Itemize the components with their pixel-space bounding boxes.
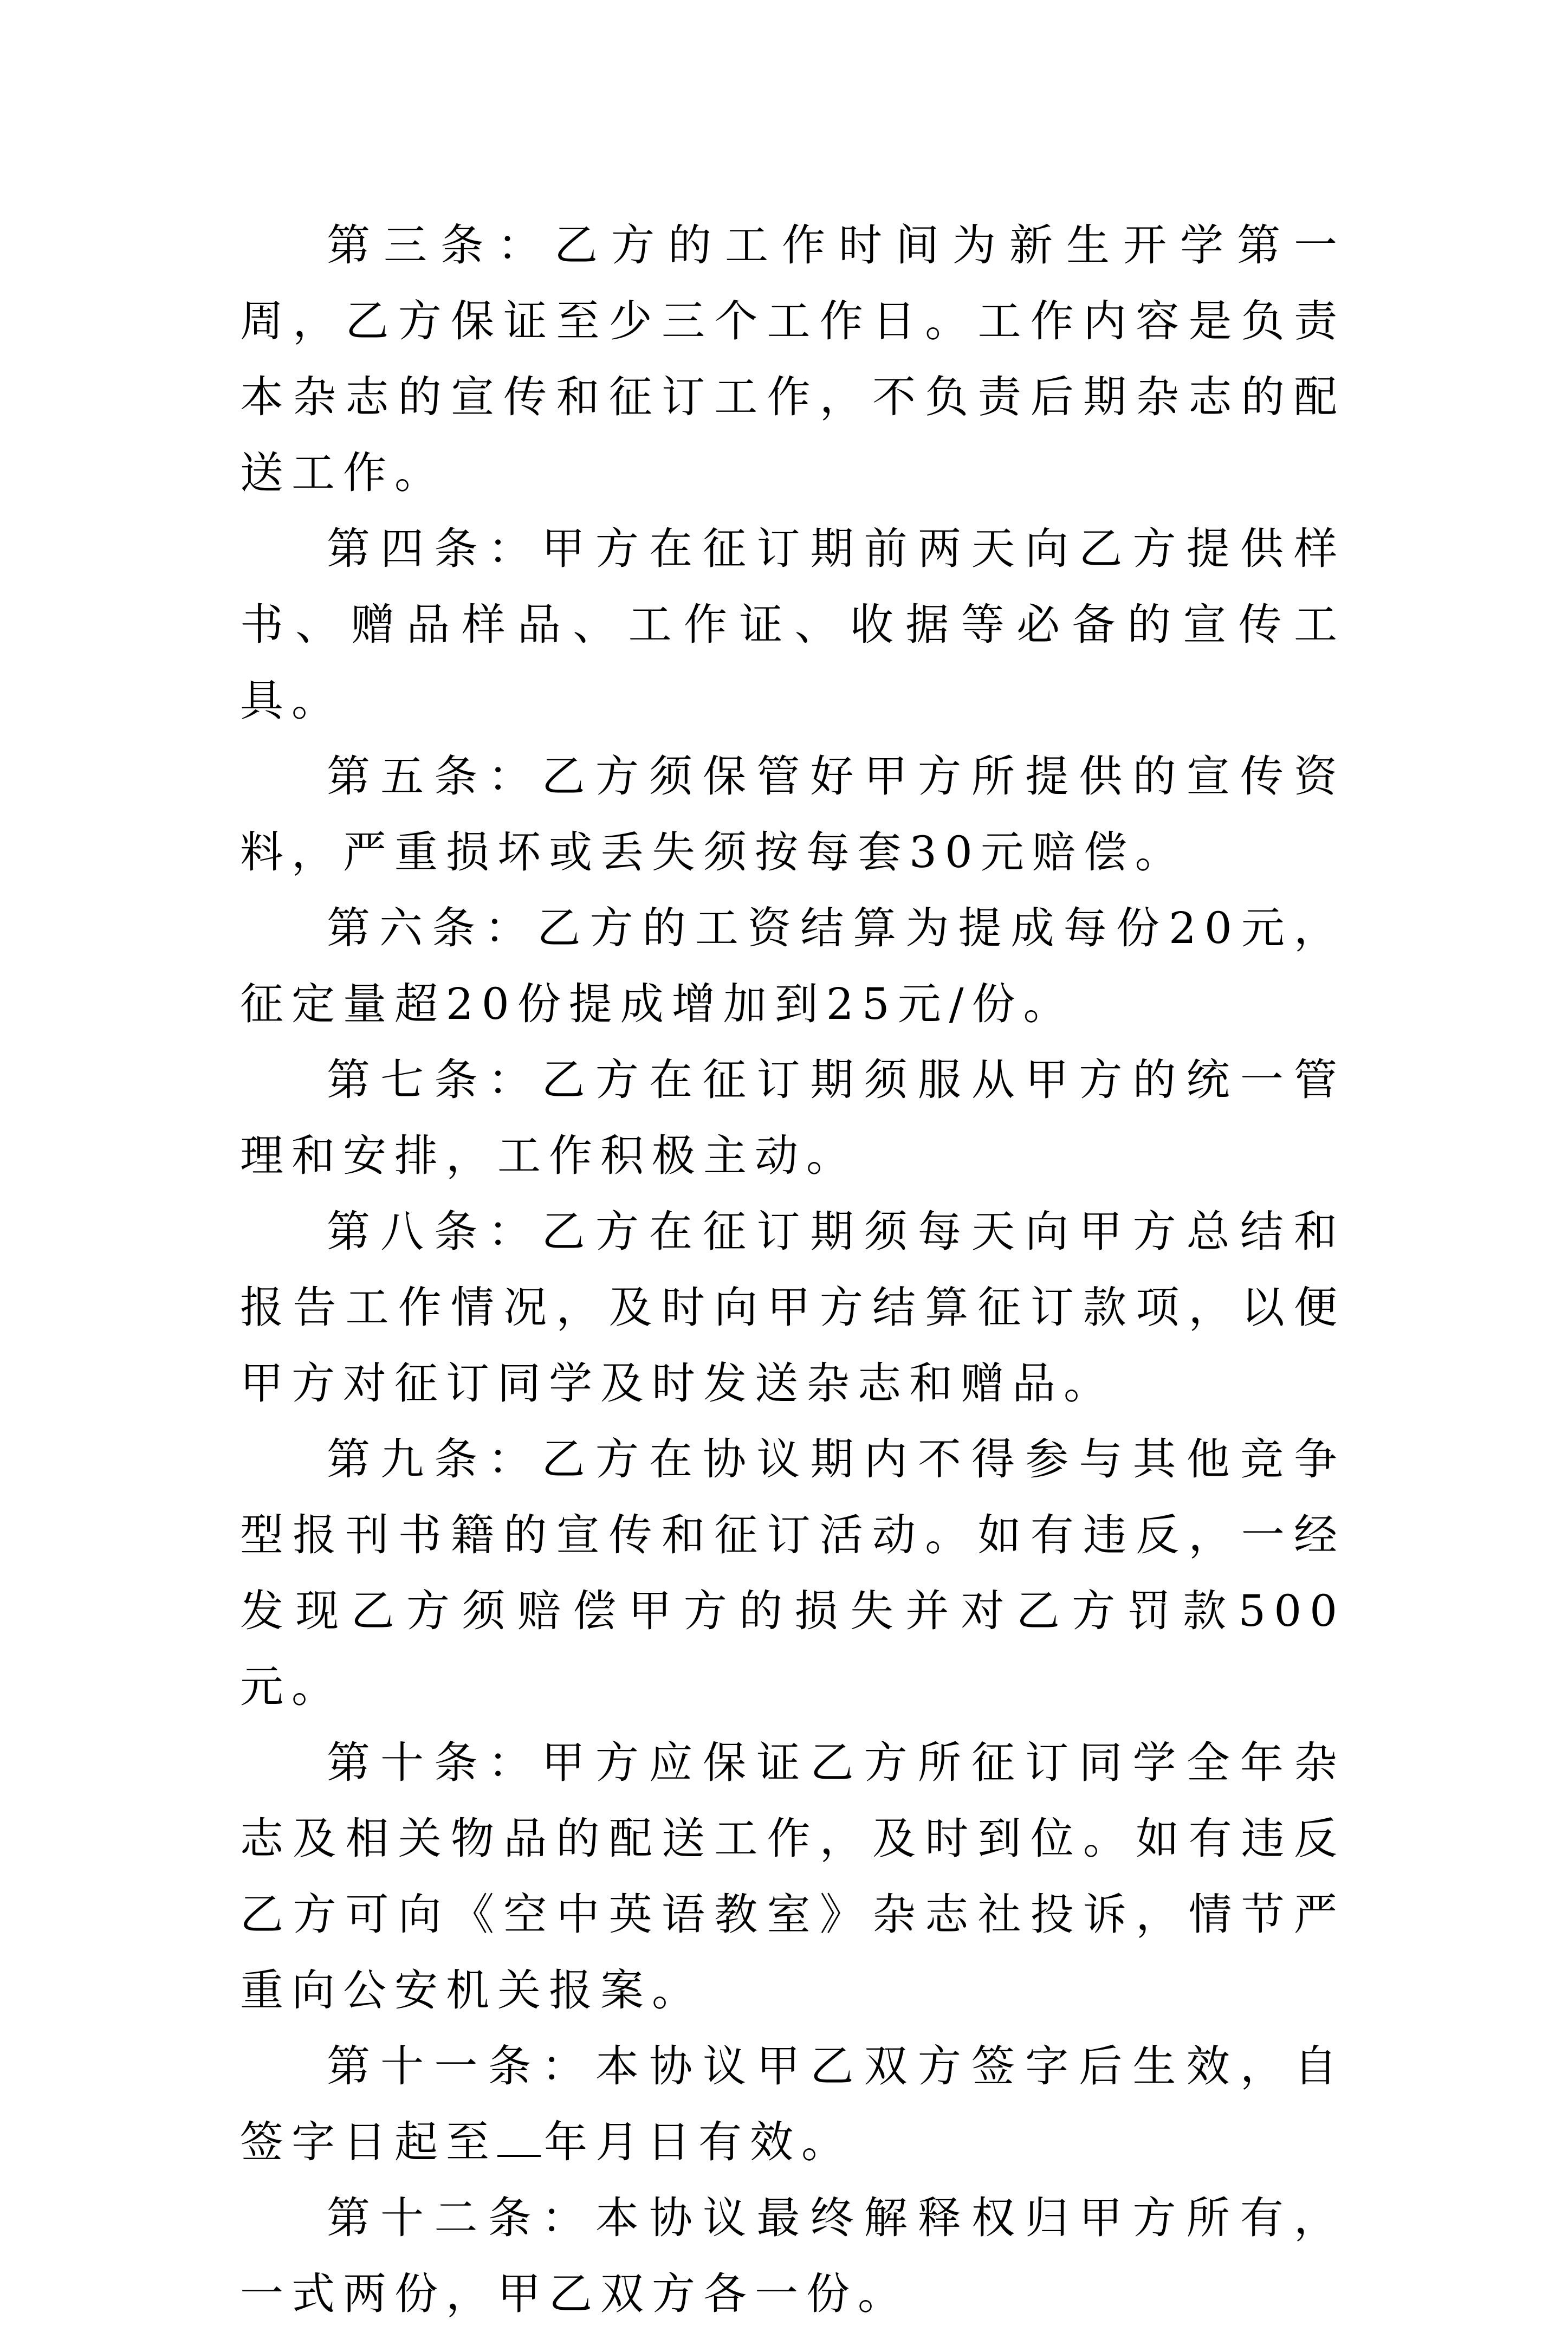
- article-5: 第五条：乙方须保管好甲方所提供的宣传资料，严重损坏或丢失须按每套30元赔偿。: [240, 751, 1345, 877]
- article-10: 第十条：甲方应保证乙方所征订同学全年杂志及相关物品的配送工作，及时到位。如有违反乙方可向《空中英语教室》杂志社投诉，情节严重向公安机关报案。: [240, 1737, 1345, 2016]
- date-blank-underline: [497, 2111, 541, 2157]
- article-4: 第四条：甲方在征订期前两天向乙方提供样书、赠品样品、工作证、收据等必备的宣传工具。: [240, 524, 1345, 726]
- article-8: 第八条：乙方在征订期须每天向甲方总结和报告工作情况，及时向甲方结算征订款项，以便甲方对征订同学及时发送杂志和赠品。: [240, 1206, 1345, 1409]
- article-9: 第九条：乙方在协议期内不得参与其他竞争型报刊书籍的宣传和征订活动。如有违反，一经发现乙方须赔偿甲方的损失并对乙方罚款500元。: [240, 1434, 1345, 1712]
- article-11-date-text: 年月日有效。: [544, 2117, 853, 2167]
- article-11-text: 第十一条：本协议甲乙双方签字后生效，自签字日起至: [240, 2041, 1345, 2167]
- article-3: 第三条：乙方的工作时间为新生开学第一周，乙方保证至少三个工作日。工作内容是负责本杂志的宣传和征订工作，不负责后期杂志的配送工作。: [240, 220, 1345, 498]
- article-11: [240, 2029, 1345, 2180]
- article-6: 第六条：乙方的工资结算为提成每份20元，征定量超20份提成增加到25元/份。: [240, 903, 1345, 1029]
- article-7: 第七条：乙方在征订期须服从甲方的统一管理和安排，工作积极主动。: [240, 1055, 1345, 1181]
- agreement-body: [240, 208, 1345, 2332]
- article-12: 第十二条：本协议最终解释权归甲方所有，一式两份，甲乙双方各一份。: [240, 2193, 1345, 2319]
